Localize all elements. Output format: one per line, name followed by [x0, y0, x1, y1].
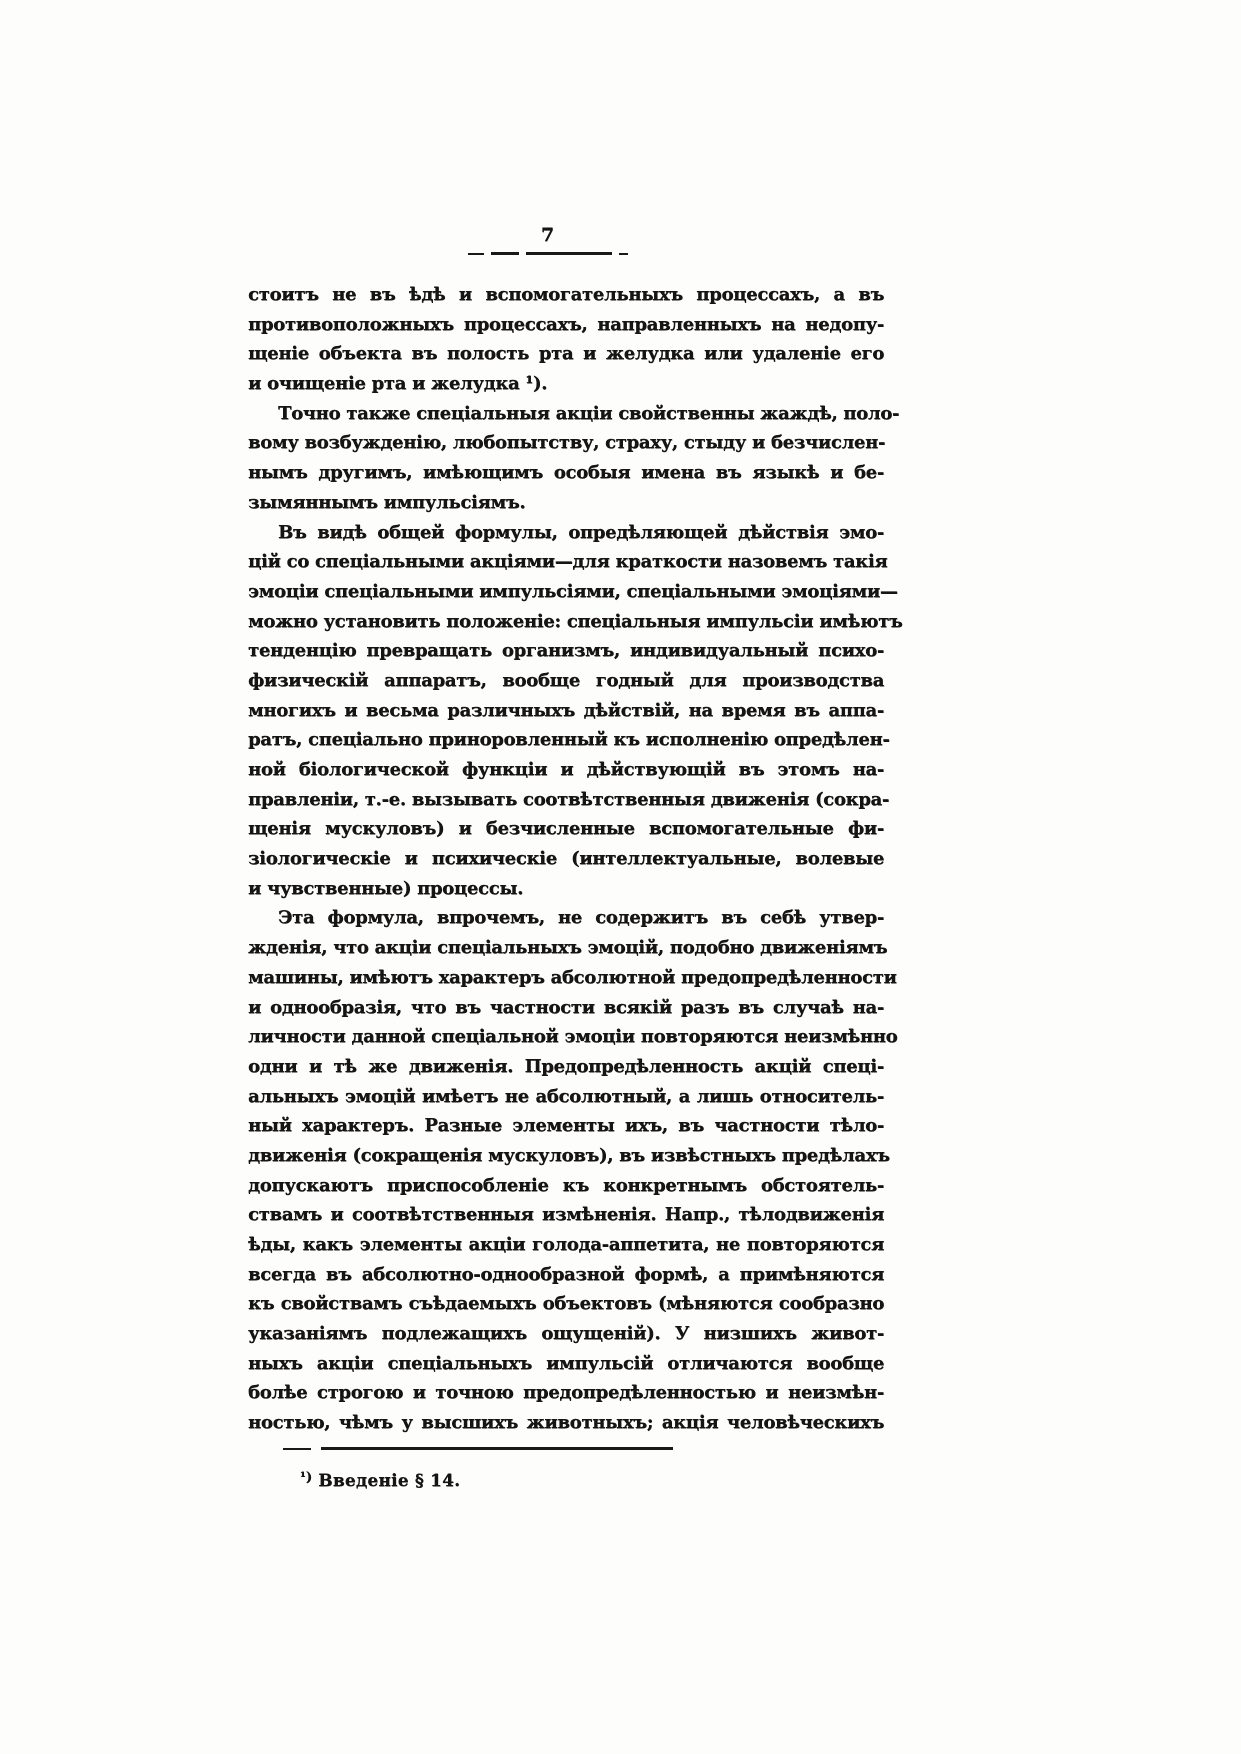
text-line: щенія мускуловъ) и безчисленные вспомогательные фи- — [248, 818, 884, 840]
rule-segment — [283, 1448, 311, 1450]
text-line: и однообразія, что въ частности всякій разъ въ случаѣ на- — [248, 996, 884, 1018]
footnote-text: Введеніе § 14. — [318, 1471, 461, 1491]
rule-segment — [468, 253, 484, 255]
rule-segment — [491, 252, 519, 255]
text-line: болѣе строгою и точною предопредѣленностью и неизмѣн- — [248, 1382, 884, 1404]
text-line: и чувственные) процессы. — [248, 877, 524, 899]
text-line: стоитъ не въ ѣдѣ и вспомогательныхъ процессахъ, а въ — [248, 284, 884, 305]
text-line: альныхъ эмоцій имѣетъ не абсолютный, а лишь относитель- — [248, 1085, 884, 1107]
paragraph — [248, 518, 903, 904]
text-line: ныхъ акціи спеціальныхъ импульсій отличаются вообще — [248, 1352, 884, 1374]
footnote — [300, 1470, 460, 1491]
text-line: ѣды, какъ элементы акціи голода-аппетита, не повторяются — [248, 1234, 884, 1255]
text-line: ный характеръ. Разные элементы ихъ, въ частности тѣло- — [248, 1115, 884, 1137]
text-line: Въ видѣ общей формулы, опредѣляющей дѣйствія эмо- — [278, 521, 884, 543]
text-line: машины, имѣютъ характеръ абсолютной предопредѣленности — [248, 966, 897, 988]
text-line: зымяннымъ импульсіямъ. — [248, 491, 526, 513]
text-line: многихъ и весьма различныхъ дѣйствій, на время въ аппа- — [248, 699, 884, 721]
text-line: Точно также спеціальныя акціи свойственны жаждѣ, поло- — [278, 402, 900, 424]
rule-segment — [526, 252, 612, 255]
rule-segment — [321, 1447, 673, 1450]
text-line: можно установить положеніе: спеціальныя импульсіи имѣютъ — [248, 610, 903, 632]
text-line: жденія, что акціи спеціальныхъ эмоцій, подобно движеніямъ — [248, 937, 888, 959]
page-number-rule — [248, 252, 848, 255]
text-line: движенія (сокращенія мускуловъ), въ извѣстныхъ предѣлахъ — [248, 1144, 890, 1166]
footnote-separator-rule — [283, 1447, 673, 1450]
text-line: ствамъ и соотвѣтственныя измѣненія. Напр., тѣлодвиженія — [248, 1204, 884, 1226]
text-line: цій со спеціальными акціями—для краткости назовемъ такія — [248, 551, 888, 573]
paragraph — [248, 399, 900, 518]
text-line: одни и тѣ же движенія. Предопредѣленность акцій спеці- — [248, 1055, 884, 1077]
text-line: къ свойствамъ съѣдаемыхъ объектовъ (мѣняются сообразно — [248, 1293, 884, 1315]
text-line: Эта формула, впрочемъ, не содержитъ въ себѣ утвер- — [278, 907, 884, 929]
paragraph — [248, 280, 884, 399]
text-line: противоположныхъ процессахъ, направленныхъ на недопу- — [248, 313, 884, 335]
page-number: 7 — [540, 224, 556, 246]
rule-segment — [619, 253, 628, 255]
text-line: тенденцію превращать организмъ, индивидуальный психо- — [248, 640, 884, 662]
text-line: нымъ другимъ, имѣющимъ особыя имена въ языкѣ и бе- — [248, 462, 884, 484]
paragraph — [248, 903, 898, 1437]
footnote-marker: ¹) — [300, 1470, 313, 1485]
text-line: физическій аппаратъ, вообще годный для производства — [248, 669, 884, 691]
text-line: ной біологической функціи и дѣйствующій въ этомъ на- — [248, 759, 884, 780]
text-line: щеніе объекта въ полость рта и желудка или удаленіе его — [248, 343, 884, 365]
text-line: допускаютъ приспособленіе къ конкретнымъ обстоятель- — [248, 1174, 884, 1196]
text-line: зіологическіе и психическіе (интеллектуальные, волевые — [248, 848, 884, 870]
text-line: ностью, чѣмъ у высшихъ животныхъ; акція человѣческихъ — [248, 1412, 884, 1434]
body-text-block — [248, 280, 903, 1438]
text-line: ратъ, спеціально приноровленный къ исполненію опредѣлен- — [248, 729, 890, 751]
text-line: правленіи, т.-е. вызывать соотвѣтственныя движенія (сокра- — [248, 788, 890, 810]
text-line: личности данной спеціальной эмоціи повторяются неизмѣнно — [248, 1026, 898, 1048]
text-line: эмоціи спеціальными импульсіями, спеціальными эмоціями— — [248, 580, 898, 602]
text-line: всегда въ абсолютно-однообразной формѣ, а примѣняются — [248, 1263, 884, 1285]
text-line: вому возбужденію, любопытству, страху, стыду и безчислен- — [248, 432, 886, 454]
text-line: указаніямъ подлежащихъ ощущеній). У низшихъ живот- — [248, 1323, 884, 1345]
text-line: и очищеніе рта и желудка ¹). — [248, 373, 548, 395]
